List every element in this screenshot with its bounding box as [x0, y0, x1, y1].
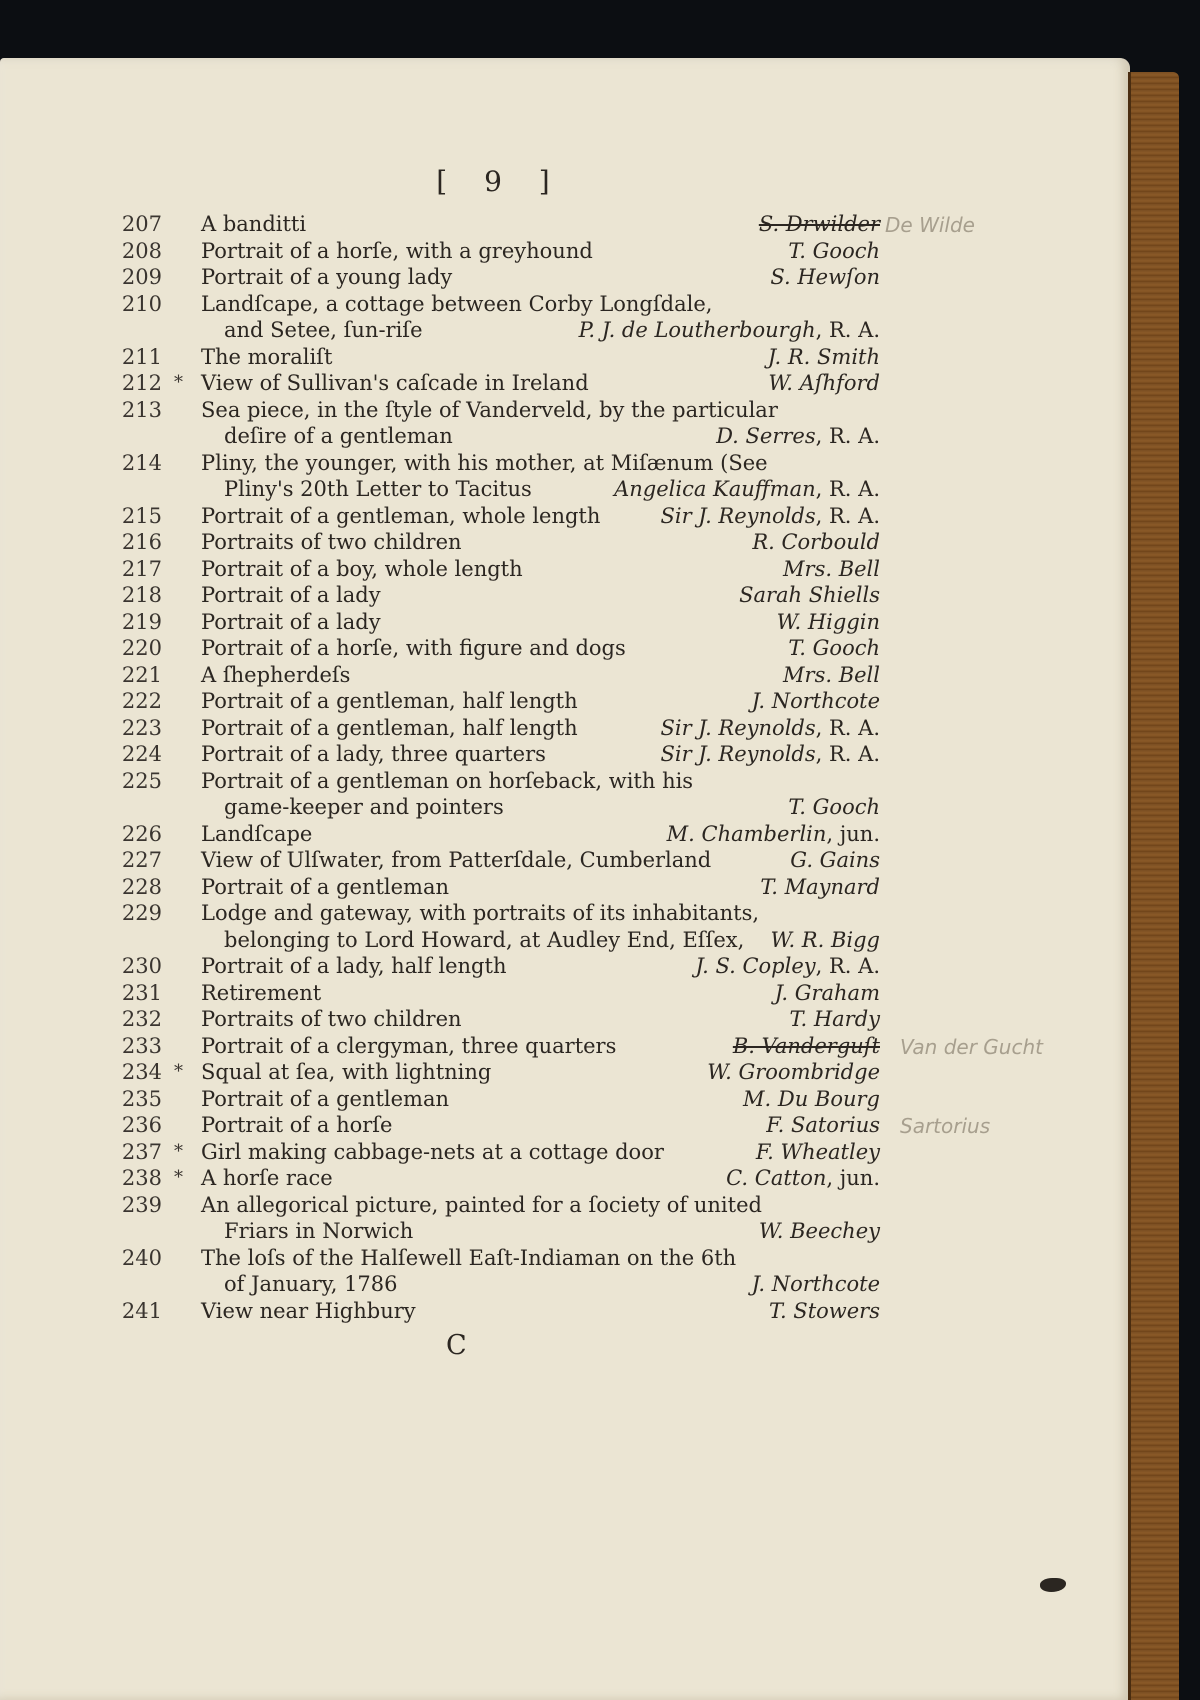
artist-name: S. Hewſon	[770, 265, 880, 289]
entry-artist	[716, 423, 880, 450]
catalogue-entry	[0, 238, 1130, 265]
catalogue-entry	[0, 980, 1130, 1007]
entry-artist	[771, 927, 880, 954]
artist-name: Angelica Kauffman	[614, 477, 816, 501]
entry-artist	[752, 688, 880, 715]
entry-title: View of Sullivan's caſcade in Ireland	[201, 371, 589, 395]
entry-mark: *	[174, 1167, 183, 1188]
artist-name: W. R. Bigg	[770, 927, 880, 952]
entry-title: Landſcape	[201, 821, 313, 846]
entry-title: Portraits of two children	[201, 530, 462, 554]
entry-number: 226	[121, 821, 162, 846]
entry-artist	[788, 794, 880, 821]
catalogue-entry	[0, 397, 1130, 450]
artist-name: G. Gains	[790, 848, 880, 872]
artist-name: J. Northcote	[751, 1272, 880, 1296]
entry-number: 219	[121, 609, 162, 634]
catalogue-entry	[0, 609, 1130, 636]
entry-title: Portrait of a lady, three quarters	[201, 742, 546, 766]
entry-number: 220	[121, 636, 162, 660]
entry-number: 236	[121, 1113, 162, 1137]
entry-title-continued: game-keeper and pointers	[224, 795, 504, 819]
entry-title: A horſe race	[201, 1166, 333, 1190]
artist-suffix: , jun.	[826, 1166, 880, 1190]
entry-title: An allegorical picture, painted for a ſociety of united	[201, 1192, 762, 1217]
entry-title: Portrait of a horſe, with figure and dogs	[201, 636, 626, 660]
entry-number: 237	[121, 1139, 162, 1164]
catalogue-entry	[0, 900, 1130, 953]
artist-suffix: , R. A.	[815, 318, 880, 342]
artist-name: T. Maynard	[760, 874, 880, 899]
entry-number: 212	[121, 371, 162, 395]
catalogue-entry	[0, 662, 1130, 689]
entry-number: 241	[121, 1298, 162, 1323]
catalogue-entry	[0, 370, 1130, 397]
entry-number: 229	[121, 901, 162, 925]
artist-name: T. Hardy	[789, 1007, 880, 1031]
entry-number: 232	[121, 1007, 162, 1031]
entry-title: Squal at ſea, with lightning	[201, 1060, 492, 1084]
catalogue-entry	[0, 1165, 1130, 1192]
entry-title: View of Ulſwater, from Patterſdale, Cumberland	[201, 848, 712, 872]
artist-suffix: , R. A.	[815, 503, 880, 528]
entry-artist	[769, 1298, 880, 1325]
catalogue-entry	[0, 874, 1130, 901]
entry-artist	[783, 556, 880, 583]
catalogue-entry	[0, 1245, 1130, 1298]
entry-artist	[752, 529, 880, 556]
entry-artist	[726, 1165, 880, 1192]
artist-name: D. Serres	[716, 424, 816, 448]
catalogue-entry	[0, 1086, 1130, 1113]
artist-name: T. Gooch	[788, 795, 880, 819]
book-spine	[1128, 72, 1179, 1700]
entry-number: 231	[121, 980, 162, 1005]
entry-title: Girl making cabbage-nets at a cottage door	[201, 1139, 664, 1164]
artist-name: W. Aſhford	[768, 371, 880, 395]
entry-title: Sea piece, in the ſtyle of Vanderveld, by the particular	[201, 397, 778, 422]
entry-mark: *	[174, 372, 183, 393]
entry-artist	[660, 715, 880, 742]
artist-name: W. Higgin	[776, 609, 880, 634]
entry-title: Portrait of a lady	[201, 609, 381, 634]
entry-title: Portrait of a gentleman	[201, 874, 450, 899]
catalogue-entry	[0, 264, 1130, 291]
entry-artist	[777, 609, 880, 636]
artist-name: J. Graham	[774, 980, 880, 1005]
entry-title-continued: deſire of a gentleman	[224, 424, 453, 448]
catalogue-entry	[0, 768, 1130, 821]
entry-title-continued: of January, 1786	[224, 1272, 398, 1296]
catalogue-entry	[0, 344, 1130, 371]
entry-artist	[759, 211, 880, 238]
artist-name: F. Satorius	[766, 1113, 880, 1137]
entry-mark: *	[174, 1061, 183, 1082]
artist-suffix: , R. A.	[815, 477, 880, 501]
entry-artist	[660, 741, 880, 768]
artist-name: T. Gooch	[788, 636, 880, 660]
entry-title: Portrait of a gentleman, half length	[201, 715, 578, 740]
entry-artist	[768, 370, 880, 397]
artist-name: F. Wheatley	[755, 1139, 880, 1164]
artist-name: J. R. Smith	[767, 344, 880, 369]
entry-title-continued: belonging to Lord Howard, at Audley End, Eſſex,	[224, 927, 745, 952]
artist-name: T. Gooch	[788, 238, 880, 263]
entry-artist	[759, 1218, 880, 1245]
entry-number: 235	[121, 1086, 162, 1111]
entry-number: 214	[121, 450, 162, 475]
artist-suffix: , R. A.	[815, 715, 880, 740]
catalogue-entry	[0, 715, 1130, 742]
entry-number: 240	[121, 1245, 162, 1270]
entry-artist	[667, 821, 880, 848]
entry-artist	[775, 980, 880, 1007]
entry-title: Pliny, the younger, with his mother, at Miſænum (See	[201, 450, 768, 475]
artist-name: R. Corbould	[752, 530, 880, 554]
catalogue-entry	[0, 741, 1130, 768]
entry-number: 230	[121, 954, 162, 978]
entry-number: 223	[121, 715, 162, 740]
entry-number: 209	[121, 265, 162, 289]
entry-title: Portrait of a young lady	[201, 265, 453, 289]
entry-artist	[790, 847, 880, 874]
entry-title: A ſhepherdeſs	[201, 662, 351, 687]
handwritten-note: Sartorius	[900, 1114, 991, 1138]
entry-title: Portrait of a boy, whole length	[201, 556, 523, 581]
artist-name: W. Groombridge	[707, 1060, 880, 1084]
catalogue-entry	[0, 503, 1130, 530]
artist-name: Mrs. Bell	[783, 556, 880, 581]
catalogue-entry	[0, 635, 1130, 662]
entry-artist	[579, 317, 880, 344]
entry-number: 215	[121, 503, 162, 528]
entry-number: 222	[121, 689, 162, 713]
entry-artist	[783, 662, 880, 689]
artist-name: Sir J. Reynolds	[660, 503, 816, 528]
entry-artist	[695, 953, 880, 980]
entry-title: Portraits of two children	[201, 1007, 462, 1031]
artist-name: J. Northcote	[751, 689, 880, 713]
entry-number: 238	[121, 1166, 162, 1190]
entry-title: The loſs of the Halſewell Eaſt-Indiaman on the 6th	[201, 1245, 737, 1270]
entry-title-continued: Friars in Norwich	[224, 1219, 414, 1243]
signature-mark: C	[446, 1330, 467, 1361]
artist-name: W. Beechey	[758, 1219, 880, 1243]
catalogue-entry	[0, 450, 1130, 503]
entry-number: 224	[121, 742, 162, 766]
catalogue-entry	[0, 821, 1130, 848]
entry-number: 207	[121, 212, 162, 236]
entry-title: Portrait of a gentleman, half length	[201, 689, 578, 713]
entry-title-continued: Pliny's 20th Letter to Tacitus	[224, 477, 532, 501]
entry-artist	[743, 1086, 880, 1113]
catalogue-entry	[0, 1298, 1130, 1325]
entry-number: 239	[121, 1192, 162, 1217]
entry-artist	[790, 1006, 880, 1033]
entry-number: 228	[121, 874, 162, 899]
entry-artist	[760, 874, 880, 901]
entry-title-continued: and Setee, ſun-riſe	[224, 318, 423, 342]
catalogue-entry	[0, 1006, 1130, 1033]
entry-artist	[768, 344, 880, 371]
entry-artist	[614, 476, 880, 503]
artist-name: M. Chamberlin	[666, 821, 827, 846]
artist-suffix: , jun.	[826, 821, 880, 846]
entry-title: A banditti	[201, 212, 307, 236]
entry-artist	[788, 238, 880, 265]
artist-name: Sarah Shiells	[739, 583, 880, 607]
artist-name: C. Catton	[726, 1166, 827, 1190]
catalogue-entry	[0, 556, 1130, 583]
entry-number: 213	[121, 397, 162, 422]
entry-mark: *	[174, 1140, 183, 1162]
handwritten-note: Van der Gucht	[900, 1034, 1043, 1059]
artist-name: P. J. de Loutherbourgh	[578, 318, 816, 342]
artist-name: Sir J. Reynolds	[660, 715, 816, 740]
catalogue-entry	[0, 1059, 1130, 1086]
artist-name: M. Du Bourg	[743, 1086, 880, 1111]
artist-suffix: , R. A.	[815, 954, 880, 978]
entry-number: 233	[121, 1033, 162, 1058]
catalogue-entry	[0, 688, 1130, 715]
artist-name: Mrs. Bell	[783, 662, 880, 687]
entry-number: 221	[121, 662, 162, 687]
entry-artist	[756, 1139, 880, 1166]
entry-title: Portrait of a clergyman, three quarters	[201, 1033, 617, 1058]
catalogue-list	[0, 211, 1130, 1324]
page-number-header: [ 9 ]	[436, 165, 564, 198]
entry-title: Portrait of a lady, half length	[201, 954, 507, 978]
entry-title: Portrait of a gentleman, whole length	[201, 503, 601, 528]
entry-title: Retirement	[201, 980, 322, 1005]
artist-name: S. Drwilder	[758, 212, 880, 236]
entry-number: 217	[121, 556, 162, 581]
entry-title: Portrait of a gentleman	[201, 1086, 450, 1111]
entry-artist	[707, 1059, 880, 1086]
catalogue-entry	[0, 582, 1130, 609]
handwritten-note: De Wilde	[885, 213, 975, 237]
entry-number: 225	[121, 768, 162, 793]
catalogue-entry	[0, 1192, 1130, 1245]
artist-name: J. S. Copley	[695, 954, 816, 978]
artist-name: Sir J. Reynolds	[660, 742, 816, 766]
catalogue-entry	[0, 529, 1130, 556]
entry-number: 211	[121, 344, 162, 369]
entry-artist	[770, 264, 880, 291]
catalogue-entry	[0, 847, 1130, 874]
entry-number: 208	[121, 238, 162, 263]
catalogue-entry	[0, 1139, 1130, 1166]
entry-number: 210	[121, 291, 162, 316]
entry-title: Portrait of a horſe	[201, 1113, 393, 1137]
entry-title: Landſcape, a cottage between Corby Longſdale,	[201, 291, 713, 316]
entry-artist	[788, 635, 880, 662]
catalogue-entry	[0, 953, 1130, 980]
entry-artist	[660, 503, 880, 530]
entry-title: The moraliſt	[201, 344, 333, 369]
entry-number: 234	[121, 1060, 162, 1084]
entry-artist	[739, 582, 880, 609]
entry-title: View near Highbury	[201, 1298, 416, 1323]
artist-suffix: , R. A.	[815, 424, 880, 448]
entry-artist	[766, 1112, 880, 1139]
entry-number: 218	[121, 583, 162, 607]
artist-suffix: , R. A.	[815, 742, 880, 766]
catalogue-entry	[0, 291, 1130, 344]
entry-title: Portrait of a horſe, with a greyhound	[201, 238, 593, 263]
artist-name: T. Stowers	[769, 1298, 880, 1323]
entry-artist	[752, 1271, 880, 1298]
entry-artist	[733, 1033, 880, 1060]
entry-number: 227	[121, 848, 162, 872]
entry-title: Lodge and gateway, with portraits of its inhabitants,	[201, 901, 760, 925]
entry-title: Portrait of a gentleman on horſeback, with his	[201, 768, 694, 793]
entry-title: Portrait of a lady	[201, 583, 381, 607]
entry-number: 216	[121, 530, 162, 554]
artist-name: B. Vanderguſt	[732, 1033, 880, 1058]
